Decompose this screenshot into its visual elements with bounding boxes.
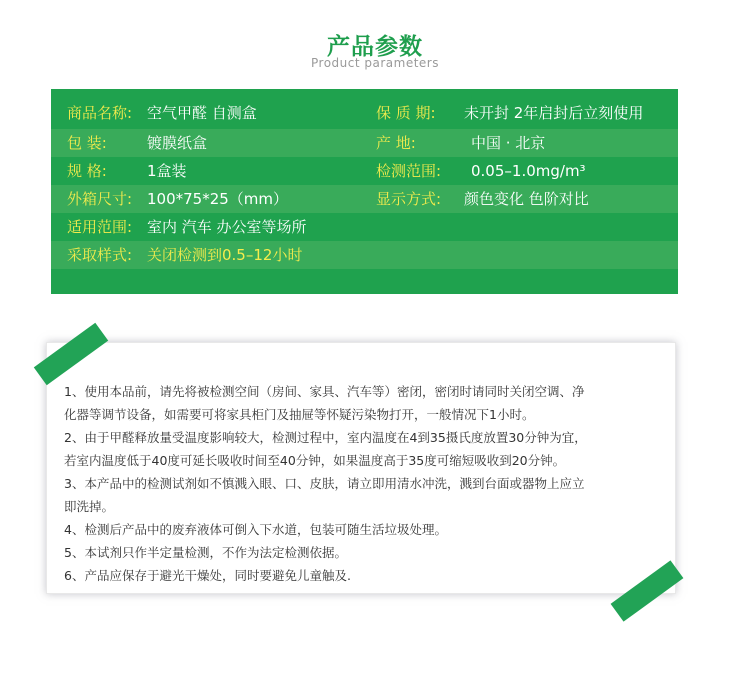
table-row xyxy=(51,185,678,213)
table-row xyxy=(51,213,678,241)
param-value: 关闭检测到0.5–12小时 xyxy=(147,246,303,264)
table-row xyxy=(51,99,678,127)
param-label: 外箱尺寸: xyxy=(67,190,133,208)
table-row xyxy=(51,241,678,269)
param-value: 1盒装 xyxy=(147,162,187,180)
param-value: 未开封 2年启封后立刻使用 xyxy=(464,104,644,122)
param-label: 显示方式: xyxy=(376,190,442,208)
note-line: 5、本试剂只作半定量检测，不作为法定检测依据。 xyxy=(64,545,347,560)
parameter-table xyxy=(51,89,678,294)
param-label: 包 装: xyxy=(67,134,107,152)
param-label: 保 质 期: xyxy=(376,104,436,122)
param-value: 中国 · 北京 xyxy=(471,134,546,152)
param-value: 0.05–1.0mg/m³ xyxy=(471,162,586,180)
note-line: 即洗掉。 xyxy=(64,499,115,514)
param-label: 检测范围: xyxy=(376,162,442,180)
note-line: 4、检测后产品中的废弃液体可倒入下水道，包装可随生活垃圾处理。 xyxy=(64,522,447,537)
param-label: 采取样式: xyxy=(67,246,133,264)
table-row xyxy=(51,129,678,157)
param-value: 颜色变化 色阶对比 xyxy=(464,190,589,208)
section-title: 产品参数 xyxy=(327,34,423,60)
param-value: 100*75*25（mm） xyxy=(147,190,289,208)
section-subtitle: Product parameters xyxy=(311,56,439,70)
param-label: 规 格: xyxy=(67,162,107,180)
param-label: 商品名称: xyxy=(67,104,133,122)
table-row xyxy=(51,157,678,185)
note-line: 2、由于甲醛释放量受温度影响较大，检测过程中，室内温度在4到35摄氏度放置30分钟为宜， xyxy=(64,430,587,445)
note-line: 1、使用本品前，请先将被检测空间（房间、家具、汽车等）密闭，密闭时请同时关闭空调、净 xyxy=(64,384,585,399)
param-label: 产 地: xyxy=(376,134,416,152)
param-value: 镀膜纸盒 xyxy=(147,134,208,152)
param-label: 适用范围: xyxy=(67,218,133,236)
note-line: 3、本产品中的检测试剂如不慎溅入眼、口、皮肤，请立即用清水冲洗，溅到台面或器物上应立 xyxy=(64,476,585,491)
note-line: 若室内温度低于40度可延长吸收时间至40分钟，如果温度高于35度可缩短吸收到20分钟。 xyxy=(64,453,566,468)
param-value: 空气甲醛 自测盒 xyxy=(147,104,257,122)
note-line: 化器等调节设备，如需要可将家具柜门及抽屉等怀疑污染物打开，一般情况下1小时。 xyxy=(64,407,535,422)
note-line: 6、产品应保存于避光干燥处，同时要避免儿童触及. xyxy=(64,568,351,583)
param-value: 室内 汽车 办公室等场所 xyxy=(147,218,307,236)
